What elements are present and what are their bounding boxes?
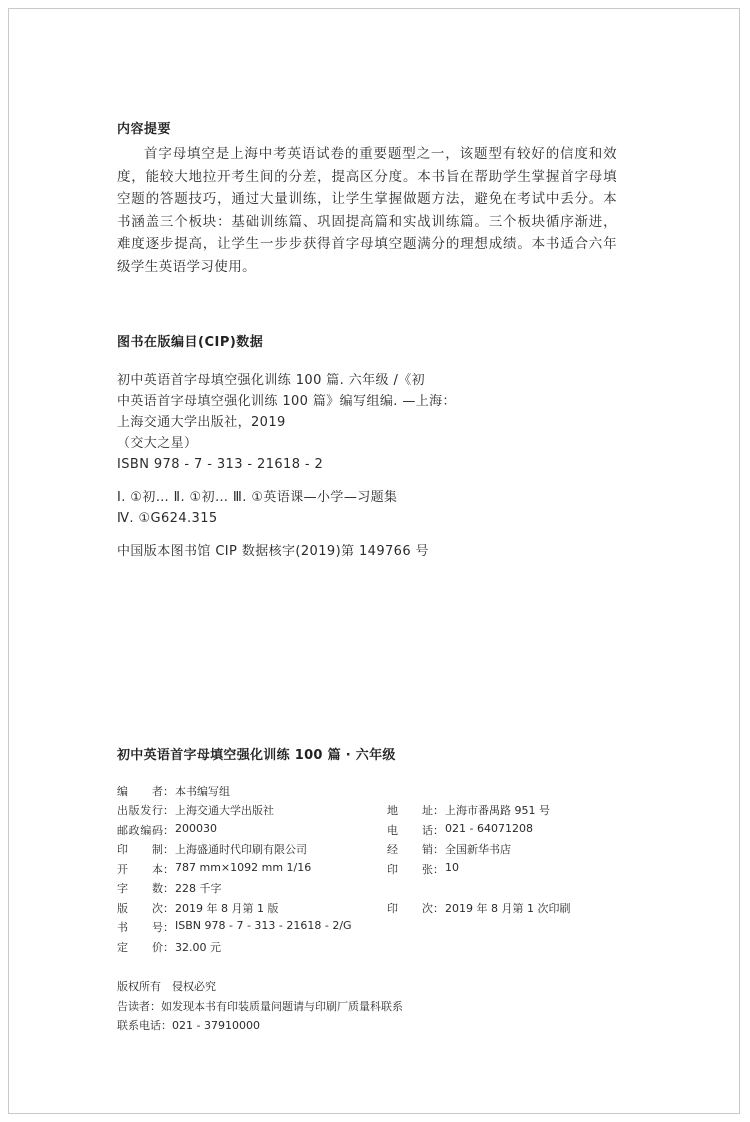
info-colon: ： [163,843,174,857]
rights-reserved: 版权所有 侵权必究 [117,980,216,993]
info-left [117,919,387,935]
summary-text: 首字母填空是上海中考英语试卷的重要题型之一，该题型有较好的信度和效度，能较大地拉开考生间的分差，提高区分度。本书旨在帮助学生掌握首字母填空题的答题技巧，通过大量训练，让学生掌握做题方法，避免在考试中丢分。本书涵盖三个板块：基础训练篇、巩固提高篇和实战训练篇。三个板块循序渐进，难度逐步提高，让学生一步步获得首字母填空题满分的理想成绩。本书适合六年级学生英语学习使用。 [117,146,617,275]
publication-info [117,781,637,957]
info-colon: ： [163,784,174,798]
info-value: 上海市番禺路 951 号 [445,804,550,818]
content-summary [117,118,617,278]
info-row [117,879,637,899]
info-colon: ： [433,843,444,857]
info-left [117,841,387,857]
info-value: 上海交通大学出版社 [175,804,274,818]
info-left [117,822,387,838]
info-value: 10 [445,860,459,874]
reader-notice: 告读者：如发现本书有印装质量问题请与印刷厂质量科联系 [117,999,403,1013]
info-left [117,783,387,799]
info-label: 出版发行 [117,804,163,818]
info-value: 2019 年 8 月第 1 次印刷 [445,901,571,915]
info-label: 开 本 [117,862,163,876]
info-right [387,822,533,838]
cip-line: 初中英语首字母填空强化训练 100 篇. 六年级 /《初 [117,373,426,388]
summary-heading: 内容提要 [117,122,172,137]
info-label: 印 制 [117,843,163,857]
info-value: 全国新华书店 [445,843,511,857]
info-left [117,861,387,877]
copyright-notice [117,977,403,1036]
info-colon: ： [163,921,174,935]
info-right [387,841,511,857]
info-right [387,861,459,877]
info-colon: ： [433,862,444,876]
info-colon: ： [163,823,174,837]
info-value: 787 mm×1092 mm 1/16 [175,860,312,874]
info-colon: ： [163,862,174,876]
info-colon: ： [163,804,174,818]
info-left [117,900,387,916]
cip-data [117,331,637,562]
info-colon: ： [433,823,444,837]
info-value: 021 - 64071208 [445,821,533,835]
cip-line: 上海交通大学出版社，2019 [117,415,286,430]
info-colon: ： [163,901,174,915]
cip-record: 中国版本图书馆 CIP 数据核字(2019)第 149766 号 [117,544,429,559]
info-row [117,937,637,957]
info-value: ISBN 978 - 7 - 313 - 21618 - 2/G [175,919,352,933]
info-value: 228 千字 [175,882,222,896]
info-label: 印 次 [387,901,433,915]
info-right [387,900,570,916]
info-label: 经 销 [387,843,433,857]
info-row [117,898,637,918]
info-row [117,801,637,821]
info-value: 上海盛通时代印刷有限公司 [175,843,307,857]
info-label: 编 者 [117,784,163,798]
info-label: 版 次 [117,901,163,915]
info-row [117,781,637,801]
info-right [387,802,550,818]
cip-classification: Ⅰ. ①初… Ⅱ. ①初… Ⅲ. ①英语课—小学—习题集 [117,490,398,505]
info-label: 印 张 [387,862,433,876]
info-label: 字 数 [117,882,163,896]
info-row [117,820,637,840]
info-left [117,802,387,818]
info-colon: ： [433,901,444,915]
info-label: 定 价 [117,940,163,954]
info-left [117,939,387,955]
cip-line: （交大之星） [117,436,198,451]
info-colon: ： [433,804,444,818]
cip-line: ISBN 978 - 7 - 313 - 21618 - 2 [117,457,324,472]
info-row [117,859,637,879]
info-value: 32.00 元 [175,940,221,954]
info-label: 书 号 [117,921,163,935]
info-colon: ： [163,882,174,896]
info-value: 2019 年 8 月第 1 版 [175,901,279,915]
info-row [117,840,637,860]
info-value: 本书编写组 [175,784,230,798]
cip-classification: Ⅳ. ①G624.315 [117,511,218,526]
info-label: 邮政编码 [117,823,163,837]
info-left [117,880,387,896]
contact-phone: 联系电话：021 - 37910000 [117,1019,260,1032]
book-title: 初中英语首字母填空强化训练 100 篇 · 六年级 [117,748,396,763]
info-row [117,918,637,938]
cip-line: 中英语首字母填空强化训练 100 篇》编写组编. —上海： [117,394,456,409]
cip-heading: 图书在版编目(CIP)数据 [117,335,264,350]
info-label: 地 址 [387,804,433,818]
info-value: 200030 [175,821,217,835]
info-label: 电 话 [387,823,433,837]
info-colon: ： [163,940,174,954]
